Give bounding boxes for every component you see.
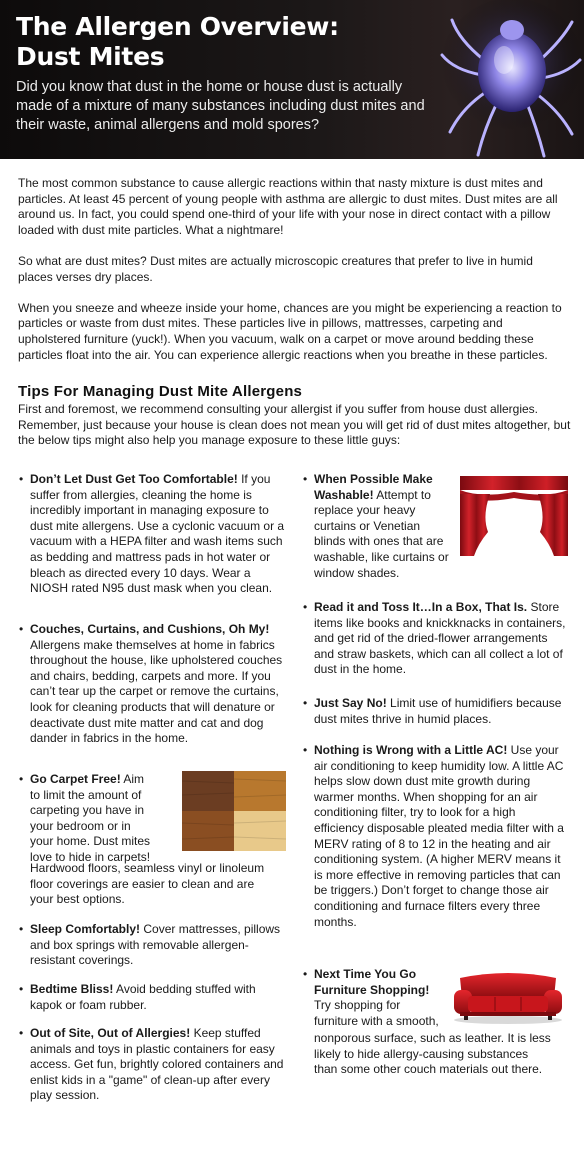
tip-title: Couches, Curtains, and Cushions, Oh My! — [30, 622, 270, 636]
bullet-icon: • — [303, 967, 308, 981]
title-line-1: The Allergen Overview: — [16, 12, 339, 41]
body-paragraph-1: The most common substance to cause allergic reactions within that nasty mixture is dust mites and particles. At least 45 percent of young people with asthma are allergic to dust mites. Dust mites are all around us. In fact, you could spend one-third of your life with your nose in direct contact with a pillow loaded with dust mite particles. What a nightmare! — [18, 176, 558, 237]
tip-text: Use your air conditioning to keep humidity low. A little AC helps slow down dust mite growth during warmer months. When shopping for an air conditioning filter, try to look for a high efficiency disposable pleated media filter with a MERV rating of 8 to 12 in the heating and air conditioning system. (A higher MERV means it is more effective in removing particles that can be triggers.) Don’t forget to change those air conditioning and furnace filters every three months. — [314, 743, 564, 929]
tip-little-ac — [303, 743, 568, 930]
tip-washable — [303, 472, 450, 581]
tip-title: Next Time You Go Furniture Shopping! — [314, 967, 430, 997]
tip-title: Just Say No! — [314, 696, 387, 710]
tip-title: Go Carpet Free! — [30, 772, 121, 786]
bullet-icon: • — [19, 1026, 24, 1040]
bullet-icon: • — [19, 772, 24, 786]
tip-couches-curtains — [19, 622, 286, 747]
tip-text: Try shopping for furniture with a smooth, — [314, 998, 439, 1028]
tip-title: Nothing is Wrong with a Little AC! — [314, 743, 508, 757]
header-intro: Did you know that dust in the home or house dust is actually made of a mixture of many substances including dust mites and their waste, animal allergens and mold spores? — [16, 79, 425, 133]
title-line-2: Dust Mites — [16, 42, 165, 71]
tip-text: Limit use of humidifiers because dust mites thrive in humid places. — [314, 696, 562, 726]
bullet-icon: • — [303, 743, 308, 757]
tip-read-and-toss — [303, 600, 568, 678]
tip-text: Cover mattresses, pillows and box springs with removable allergen-resistant coverings. — [30, 922, 281, 968]
tip-furniture-shopping — [303, 967, 444, 1029]
tip-text: If you suffer from allergies, cleaning the home is incredibly important in managing exposure to dust mite allergens. Use a cyclonic vacuum or a vacuum with a HEPA filter and wash items such as bedding and mattress pads in hot water or bleach as directed every 10 days. Wear a NIOSH rated N95 dust mask when you clean. — [30, 472, 285, 596]
tips-intro: First and foremost, we recommend consulting your allergist if you suffer from house dust allergies. Remember, just because your house is clean does not mean you will get rid of dust mites altogether, but the below tips might also help you manage exposure to these little guys: — [18, 402, 571, 448]
tip-text: Aim to limit the amount of carpeting you have in your bedroom or in your home. Dust mites love to hide in carpets! — [30, 772, 151, 864]
dust-mite-image — [434, 0, 584, 159]
tip-title: Sleep Comfortably! — [30, 922, 141, 936]
body-paragraph-2: So what are dust mites? Dust mites are actually microscopic creatures that prefer to live in humid places verses dry places. — [18, 253, 533, 284]
tip-text: Avoid bedding stuffed with kapok or foam rubber. — [30, 982, 256, 1012]
flooring-samples-image — [182, 771, 286, 851]
tip-bedtime-bliss — [19, 982, 286, 1013]
tip-title: Don’t Let Dust Get Too Comfortable! — [30, 472, 238, 486]
bullet-icon: • — [303, 472, 308, 486]
tip-just-say-no — [303, 696, 568, 727]
bullet-icon: • — [303, 696, 308, 710]
bullet-icon: • — [19, 982, 24, 996]
tip-dust-comfortable — [19, 472, 286, 597]
tip-text: Allergens make themselves at home in fabrics throughout the house, like upholstered couches and chairs, bedding, carpets and more. If you can’t tear up the carpet or remove the curtains, look for cleaning products that will denature or deactivate dust mite matter and cat and dog dander in fabrics in the home. — [30, 637, 283, 746]
bullet-icon: • — [19, 922, 24, 936]
tip-title: Out of Site, Out of Allergies! — [30, 1026, 191, 1040]
tip-title: Read it and Toss It…In a Box, That Is. — [314, 600, 528, 614]
tip-furniture-shopping-continued: nonporous surface, such as leather. It is less likely to hide allergy-causing substances than some other couch materials out there. — [314, 1031, 551, 1077]
page-title — [16, 12, 346, 72]
body-paragraph-3: When you sneeze and wheeze inside your home, chances are you might be experiencing a reaction to particles or waste from dust mites. These particles live in pillows, mattresses, carpeting and upholstered furniture (yuck!). When you vacuum, walk on a carpet or move around bedding these particles float into the air. You can experience allergic reactions when you breathe in these particles. — [18, 300, 562, 362]
bullet-icon: • — [19, 472, 24, 486]
tip-text: Store items like books and knickknacks in containers, and get rid of the dried-flower arrangements and straw baskets, which can all collect a lot of dust in the home. — [314, 600, 566, 677]
tip-title: When Possible Make Washable! — [314, 472, 433, 502]
red-curtains-image — [460, 476, 568, 556]
tip-carpet-free-continued: Hardwood floors, seamless vinyl or linoleum floor coverings are easier to clean and are your best options. — [30, 861, 265, 907]
tip-out-of-site — [19, 1026, 286, 1104]
bullet-icon: • — [19, 622, 24, 636]
tip-text: Keep stuffed animals and toys in plastic containers for easy access. Get fun, brightly colored containers and enlist kids in a "game" of clean-up after every play session. — [30, 1026, 284, 1103]
tip-text: Attempt to replace your heavy curtains or Venetian blinds with ones that are washable, like curtains or window shades. — [314, 487, 449, 580]
article-body — [18, 176, 568, 379]
tip-carpet-free — [19, 772, 156, 866]
tip-title: Bedtime Bliss! — [30, 982, 114, 996]
tip-sleep-comfortably — [19, 922, 286, 969]
red-leather-couch-image — [450, 968, 566, 1024]
tips-heading: Tips For Managing Dust Mite Allergens — [18, 383, 303, 400]
bullet-icon: • — [303, 600, 308, 614]
header-banner — [0, 0, 584, 159]
